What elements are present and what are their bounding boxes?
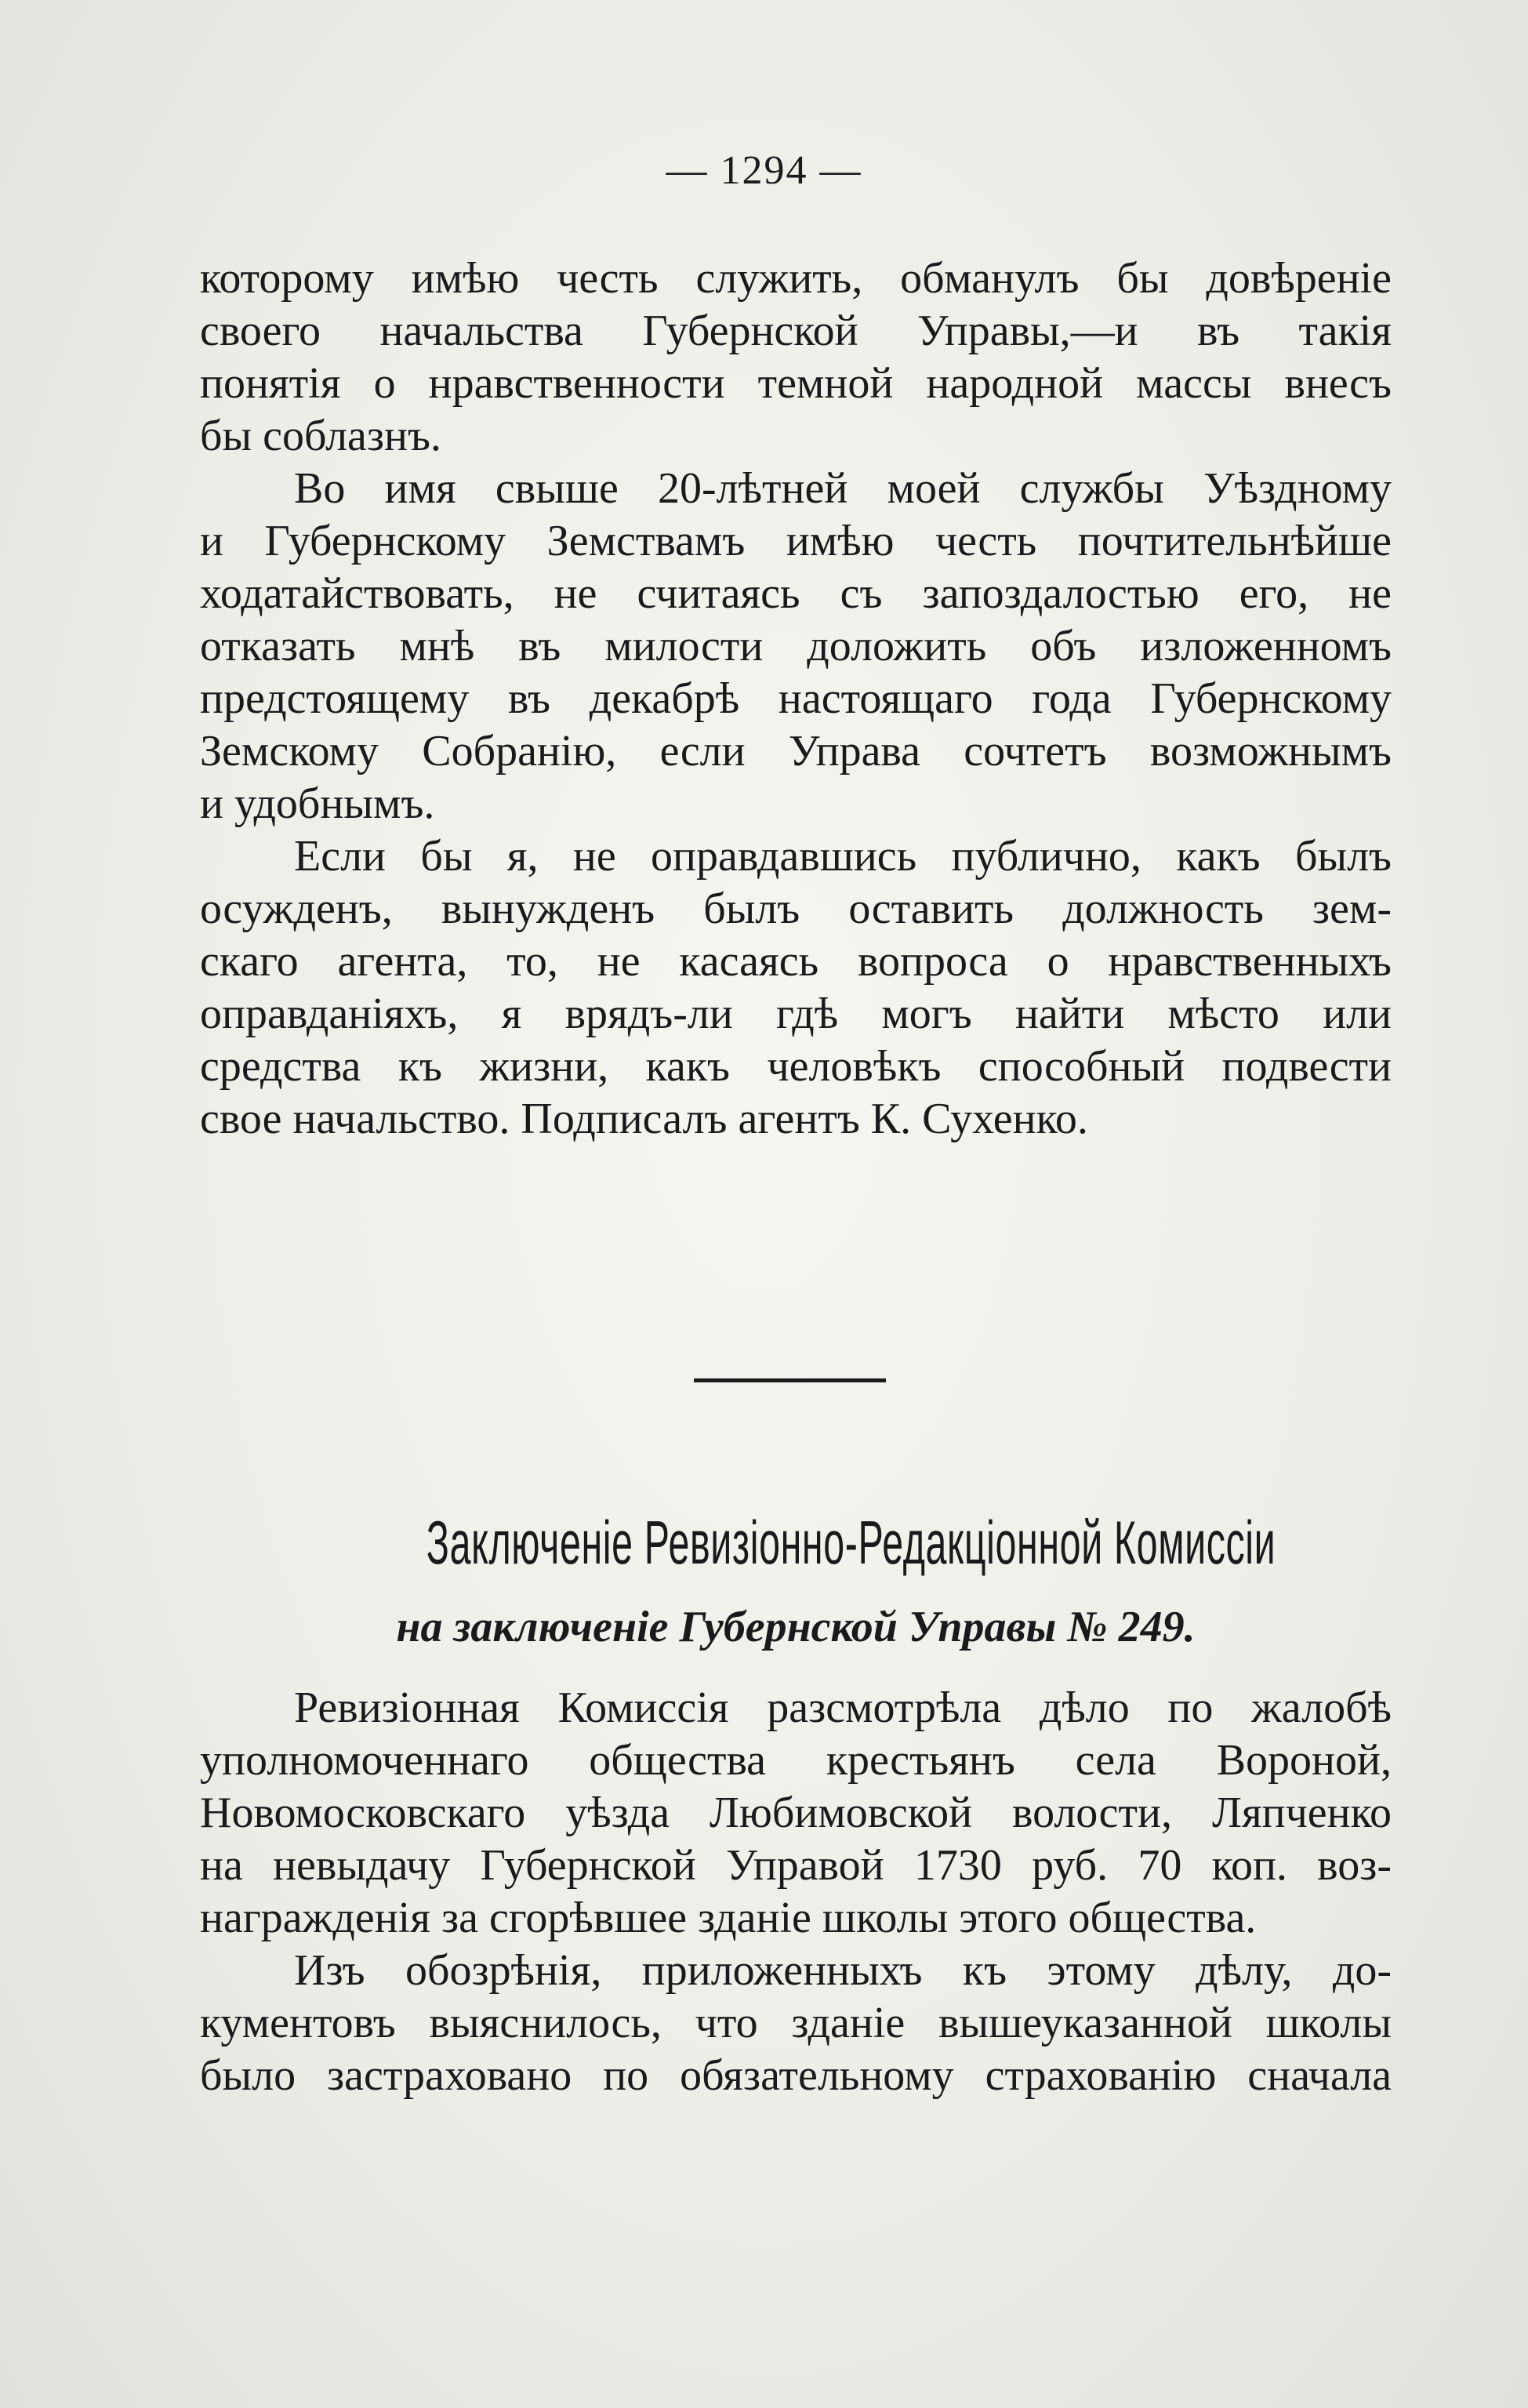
text-line: ходатайствовать, не считаясь съ запоздалостью его, не	[200, 569, 1392, 618]
text-line: Во имя свыше 20-лѣтней моей службы Уѣздному	[294, 464, 1392, 513]
text-line: оправданіяхъ, я врядъ-ли гдѣ могъ найти мѣсто или	[200, 990, 1392, 1038]
text-line: бы соблазнъ.	[200, 412, 441, 460]
text-line: осужденъ, вынужденъ былъ оставить должность зем-	[200, 884, 1392, 933]
text-line: Изъ обозрѣнія, приложенныхъ къ этому дѣлу, до-	[294, 1946, 1392, 1995]
section-heading: Заключеніе Ревизіонно-Редакціонной Комиссіи	[426, 1508, 1276, 1577]
text-line: награжденія за сгорѣвшее зданіе школы этого общества.	[200, 1894, 1257, 1942]
section-divider	[694, 1378, 886, 1382]
text-line: и удобнымъ.	[200, 779, 435, 828]
text-line: своего начальства Губернской Управы,—и въ такія	[200, 307, 1392, 355]
text-line: Если бы я, не оправдавшись публично, какъ былъ	[294, 832, 1392, 881]
text-block-conclusion	[200, 1682, 1392, 2102]
section-subheading: на заключеніе Губернской Управы № 249.	[396, 1603, 1196, 1651]
page-number: — 1294 —	[666, 148, 862, 193]
text-line: Ревизіонная Комиссія разсмотрѣла дѣло по жалобѣ	[294, 1683, 1392, 1732]
text-line: было застраховано по обязательному страхованію сначала	[200, 2051, 1392, 2100]
text-line: средства къ жизни, какъ человѣкъ способный подвести	[200, 1042, 1392, 1091]
text-line: и Губернскому Земствамъ имѣю честь почтительнѣйше	[200, 517, 1392, 565]
text-line: Земскому Собранію, если Управа сочтетъ возможнымъ	[200, 727, 1392, 775]
text-line: свое начальство. Подписалъ агентъ К. Сухенко.	[200, 1095, 1088, 1143]
text-line: скаго агента, то, не касаясь вопроса о нравственныхъ	[200, 937, 1392, 986]
text-line: понятія о нравственности темной народной массы внесъ	[200, 359, 1392, 408]
text-line: уполномоченнаго общества крестьянъ села Вороной,	[200, 1736, 1392, 1785]
text-line: на невыдачу Губернской Управой 1730 руб. 70 коп. воз-	[200, 1841, 1392, 1890]
text-block-petition	[200, 252, 1392, 1146]
text-line: отказать мнѣ въ милости доложить объ изложенномъ	[200, 622, 1392, 670]
text-line: Новомосковскаго уѣзда Любимовской волости, Ляпченко	[200, 1789, 1392, 1837]
text-line: кументовъ выяснилось, что зданіе вышеуказанной школы	[200, 1999, 1392, 2047]
text-line: которому имѣю честь служить, обманулъ бы довѣреніе	[200, 254, 1392, 303]
text-line: предстоящему въ декабрѣ настоящаго года Губернскому	[200, 674, 1392, 723]
